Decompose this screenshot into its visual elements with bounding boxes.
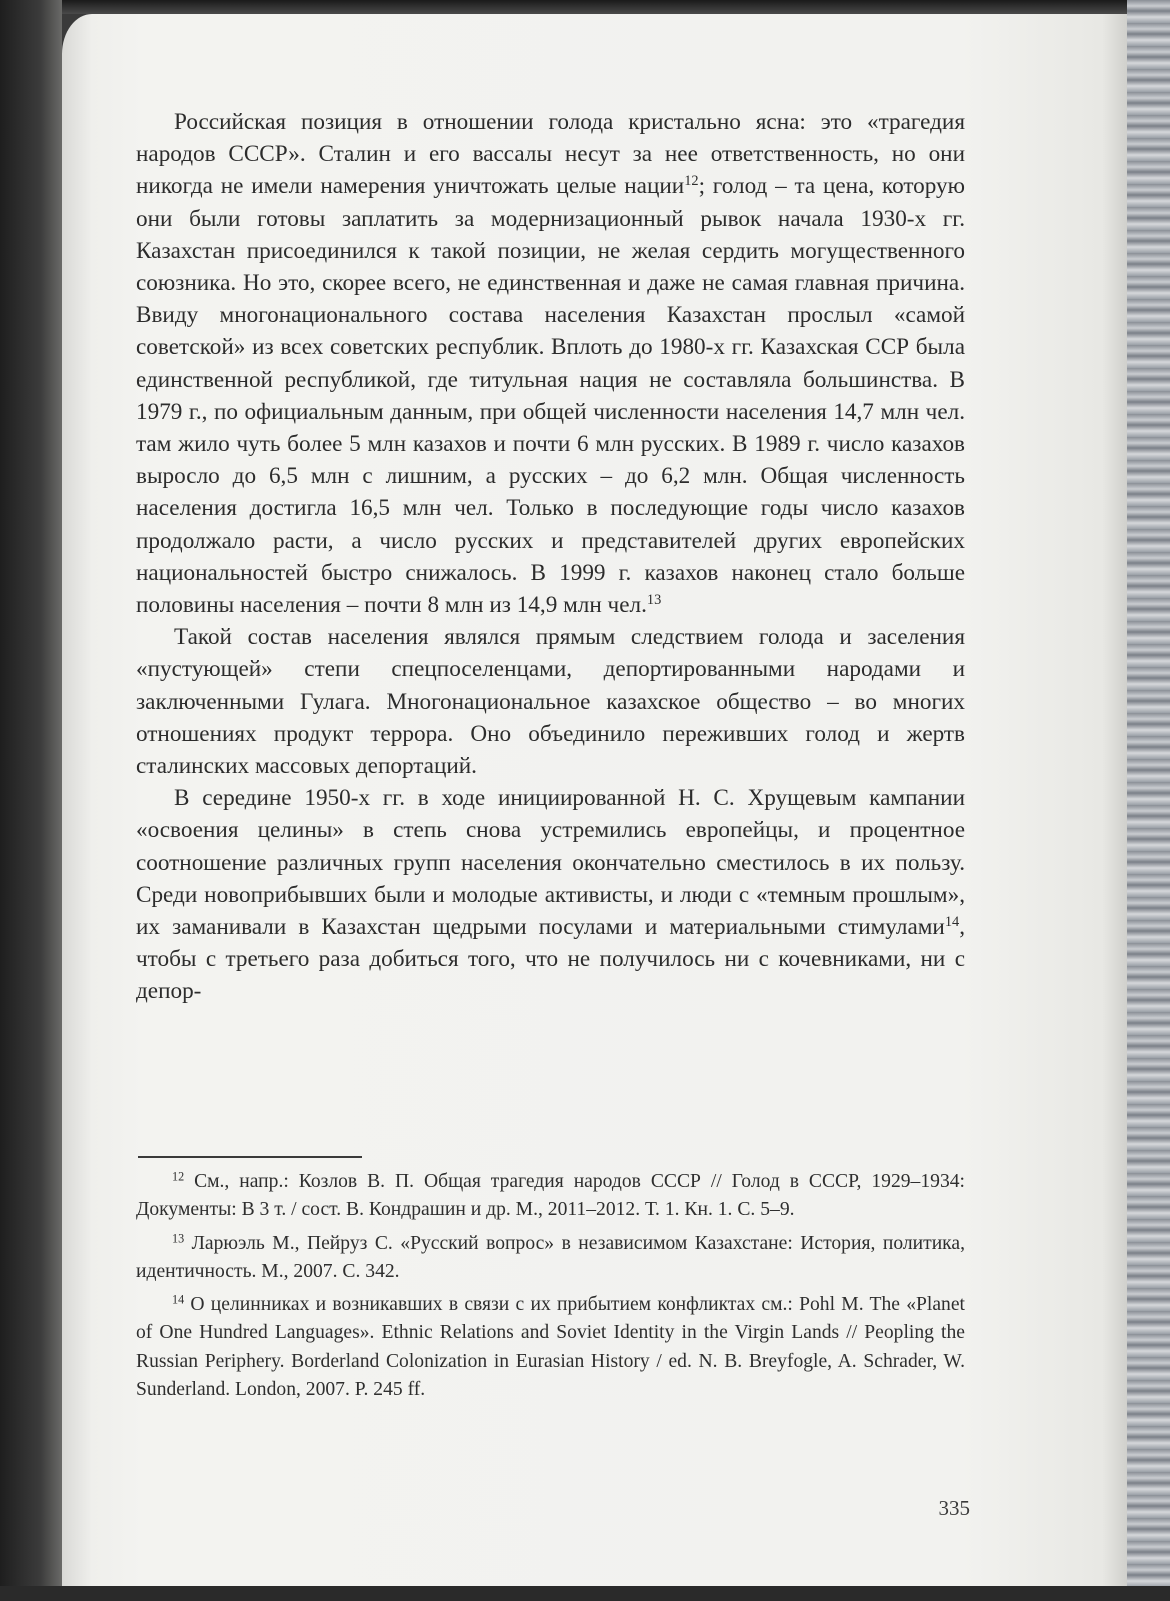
paragraph-2 [136, 621, 965, 782]
scan-bottom-edge [0, 1586, 1170, 1601]
footnote-14 [136, 1291, 965, 1404]
page-number: 335 [938, 1496, 970, 1520]
footnote-number: 14 [172, 1292, 185, 1307]
paragraph-3-text-a: В середине 1950-х гг. в ходе инициированной Н. С. Хрущевым кампании «освоения целины» в степь снова устремились европейцы, и процентное соотношение различных групп населения окончательно сместилось в их пользу. Среди новоприбывших были и молодые активисты, и люди с «темным прошлым», их заманивали в Казахстан щедрыми посулами и материальными стимулами [136, 785, 965, 941]
footnote-12 [136, 1168, 965, 1225]
footnote-number: 12 [172, 1169, 185, 1184]
footnote-text: Ларюэль М., Пейруз С. «Русский вопрос» в независимом Казахстане: История, политика, идентичность. М., 2007. С. 342. [136, 1232, 965, 1282]
footnote-ref-14[interactable]: 14 [944, 914, 960, 931]
book-spine-shadow [0, 0, 62, 1601]
main-text [136, 106, 965, 1008]
footnote-separator [138, 1156, 362, 1158]
paragraph-1-text-b: ; голод – та цена, которую они были готовы заплатить за модернизационный рывок начала 1930-х гг. Казахстан присоединился к такой позиции, не желая сердить могущественного союзника. Но это, скорее всего, не единственная и даже не самая главная причина. Ввиду многонационального состава населения Казахстан прослыл «самой советской» из всех советских республик. Вплоть до 1980-х гг. Казахская ССР была единственной республикой, где титульная нация не составляла большинства. В 1979 г., по официальным данным, при общей численности населения 14,7 млн чел. там жило чуть более 5 млн казахов и почти 6 млн русских. В 1989 г. число казахов выросло до 6,5 млн с лишним, а русских – до 6,2 млн. Общая численность населения достигла 16,5 млн чел. Только в последующие годы число казахов продолжало расти, а число русских и представителей других европейских национальностей быстро снижалось. В 1999 г. казахов наконец стало больше половины населения – почти 8 млн из 14,9 млн чел. [136, 173, 965, 619]
footnotes [136, 1168, 965, 1409]
footnote-13 [136, 1230, 965, 1287]
paragraph-2-text: Такой состав населения являлся прямым следствием голода и заселения «пустующей» степи спецпоселенцами, депортированными народами и заключенными Гулага. Многонациональное казахское общество – во многих отношениях продукт террора. Оно объединило переживших голод и жертв сталинских массовых депортаций. [136, 624, 965, 780]
paragraph-3-text-b: , чтобы с третьего раза добиться того, что не получилось ни с кочевниками, ни с депор- [136, 914, 965, 1005]
footnote-number: 13 [172, 1230, 185, 1245]
page-stack-edge [1127, 0, 1170, 1601]
footnote-ref-13[interactable]: 13 [646, 592, 662, 609]
paragraph-3 [136, 782, 965, 1007]
footnote-text: О целинниках и возникавших в связи с их прибытием конфликтах см.: Pohl M. The «Planet of One Hundred Languages». Ethnic Relations and Soviet Identity in the Virgin Lands // Peopling the Russian Periphery. Borderland Colonization in Eurasian History / ed. N. B. Breyfogle, A. Schrader, W. Sunderland. London, 2007. P. 245 ff. [136, 1294, 965, 1401]
scan-top-edge [0, 0, 1170, 14]
footnote-ref-12[interactable]: 12 [684, 173, 699, 190]
paragraph-1 [136, 106, 965, 621]
paragraph-1-text-a: Российская позиция в отношении голода кристально ясна: это «трагедия народов СССР». Сталин и его вассалы несут за нее ответственность, но они никогда не имели намерения уничтожать целые нации [136, 109, 965, 200]
footnote-text: См., напр.: Козлов В. П. Общая трагедия народов СССР // Голод в СССР, 1929–1934: Документы: В 3 т. / сост. В. Кондрашин и др. М., 2011–2012. Т. 1. Кн. 1. С. 5–9. [136, 1171, 965, 1221]
